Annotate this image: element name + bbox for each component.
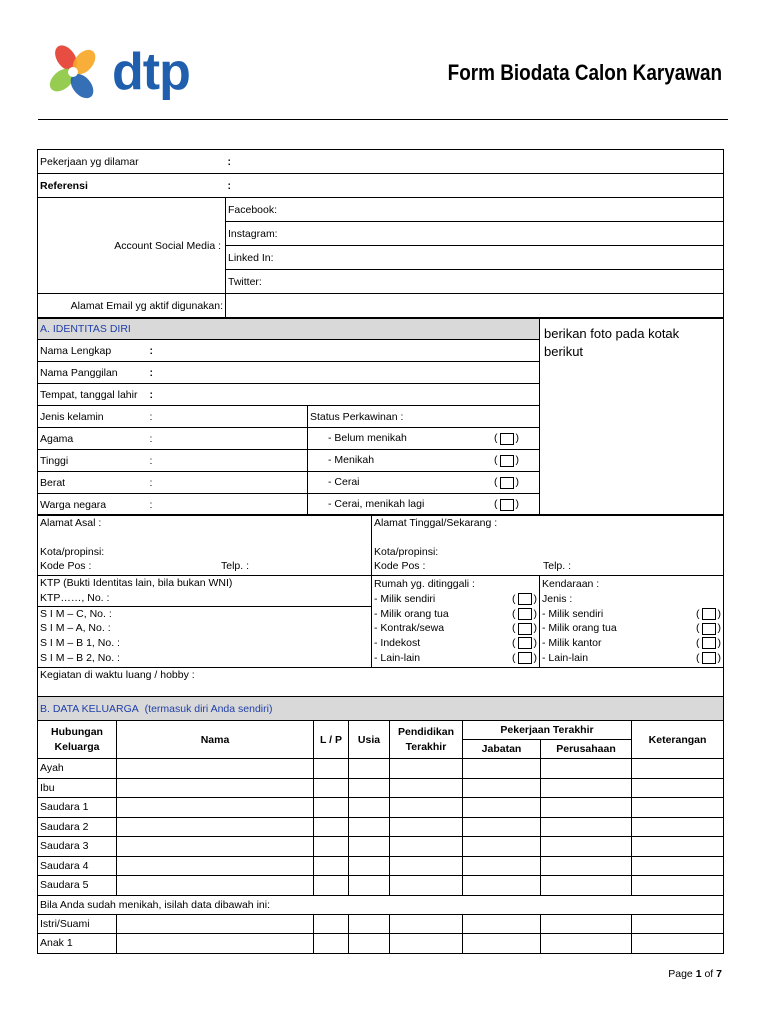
table-row xyxy=(38,798,724,818)
kendaraan-option-label: - Lain-lain xyxy=(542,651,589,664)
relation-label: Saudara 4 xyxy=(38,856,117,876)
hobby-field[interactable]: Kegiatan di waktu luang / hobby : xyxy=(38,667,724,697)
email-label: Alamat Email yg aktif digunakan: xyxy=(38,294,226,318)
paren: ) xyxy=(515,498,520,511)
table-cell[interactable] xyxy=(541,856,632,876)
table-cell[interactable] xyxy=(117,837,314,857)
colon: : xyxy=(149,410,153,423)
status-option-label: - Cerai, menikah lagi xyxy=(328,498,425,511)
table-cell[interactable] xyxy=(314,914,349,934)
paren: ( xyxy=(696,637,700,650)
paren: ( xyxy=(494,476,498,489)
header-divider xyxy=(38,119,728,120)
table-cell[interactable] xyxy=(117,856,314,876)
table-cell[interactable] xyxy=(314,778,349,798)
table-cell[interactable] xyxy=(463,759,541,779)
table-cell[interactable] xyxy=(632,778,724,798)
table-cell[interactable] xyxy=(314,934,349,954)
status-option-label: - Menikah xyxy=(328,454,375,467)
colon: : xyxy=(149,454,153,467)
married-note: Bila Anda sudah menikah, isilah data dibawah ini: xyxy=(38,895,724,914)
table-cell[interactable] xyxy=(349,856,390,876)
nama-panggilan-field[interactable] xyxy=(148,362,540,384)
kendaraan-option[interactable] xyxy=(542,607,721,622)
colon: : xyxy=(227,179,231,192)
checkbox[interactable] xyxy=(500,477,514,489)
kode-pos-label: Kode Pos : xyxy=(374,560,426,572)
rumah-option[interactable] xyxy=(374,592,537,607)
section-b-heading: B. DATA KELUARGA xyxy=(40,702,139,715)
rumah-option[interactable] xyxy=(374,607,537,622)
paren: ) xyxy=(515,432,520,445)
checkbox[interactable] xyxy=(702,652,716,664)
table-cell[interactable] xyxy=(390,934,463,954)
table-cell[interactable] xyxy=(541,759,632,779)
table-cell[interactable] xyxy=(390,856,463,876)
colon: : xyxy=(227,155,231,168)
table-cell[interactable] xyxy=(632,914,724,934)
instagram-field[interactable]: Instagram: xyxy=(226,222,724,246)
relation-label: Saudara 2 xyxy=(38,817,117,837)
table-cell[interactable] xyxy=(117,914,314,934)
colon: : xyxy=(149,476,153,489)
table-cell[interactable] xyxy=(632,934,724,954)
table-cell[interactable] xyxy=(541,837,632,857)
table-cell[interactable] xyxy=(117,759,314,779)
ttl-label: Tempat, tanggal lahir xyxy=(38,384,148,406)
table-cell[interactable] xyxy=(632,876,724,896)
table-cell[interactable] xyxy=(632,759,724,779)
jenis-kelamin-field[interactable] xyxy=(148,406,308,428)
table-cell[interactable] xyxy=(541,876,632,896)
paren: ( xyxy=(494,432,498,445)
table-cell[interactable] xyxy=(632,856,724,876)
berat-label: Berat xyxy=(38,472,148,494)
table-cell[interactable] xyxy=(349,798,390,818)
col-pendidikan: Pendidikan Terakhir xyxy=(390,721,463,759)
kota-label: Kota/propinsi: xyxy=(374,545,439,558)
col-nama: Nama xyxy=(117,721,314,759)
alamat-tinggal-field[interactable] xyxy=(372,515,724,576)
table-row xyxy=(38,856,724,876)
sim-b2-field[interactable]: S I M – B 2, No. : xyxy=(40,651,120,664)
checkbox[interactable] xyxy=(518,623,532,635)
kode-pos-label: Kode Pos : xyxy=(40,560,92,572)
table-cell[interactable] xyxy=(463,856,541,876)
relation-label: Saudara 1 xyxy=(38,798,117,818)
paren: ) xyxy=(515,454,520,467)
table-cell[interactable] xyxy=(390,798,463,818)
relation-label: Anak 1 xyxy=(38,934,117,954)
agama-field[interactable] xyxy=(148,428,308,450)
table-cell[interactable] xyxy=(463,914,541,934)
checkbox[interactable] xyxy=(702,637,716,649)
paren: ( xyxy=(512,651,516,664)
address-table xyxy=(37,514,724,576)
sim-c-field[interactable]: S I M – C, No. : xyxy=(40,607,112,620)
brand-name: dtp xyxy=(112,43,190,101)
table-cell[interactable] xyxy=(117,817,314,837)
table-cell[interactable] xyxy=(349,817,390,837)
col-lp: L / P xyxy=(314,721,349,759)
table-cell[interactable] xyxy=(541,798,632,818)
rumah-option-label: - Indekost xyxy=(374,637,421,650)
document-title: Form Biodata Calon Karyawan xyxy=(447,60,722,85)
status-option-cerai-lagi[interactable] xyxy=(308,494,540,516)
ttl-field[interactable] xyxy=(148,384,540,406)
table-cell[interactable] xyxy=(390,778,463,798)
paren: ( xyxy=(494,498,498,511)
table-row xyxy=(38,914,724,934)
tinggi-label: Tinggi xyxy=(38,450,148,472)
table-cell[interactable] xyxy=(314,798,349,818)
relation-label: Ayah xyxy=(38,759,117,779)
ktp-cell xyxy=(38,576,372,668)
status-option-cerai[interactable] xyxy=(308,472,540,494)
referensi-field[interactable] xyxy=(226,174,724,198)
nama-lengkap-field[interactable] xyxy=(148,340,540,362)
rumah-option[interactable] xyxy=(374,636,537,651)
paren: ) xyxy=(533,622,537,635)
paren: ) xyxy=(717,622,721,635)
referensi-label: Referensi xyxy=(38,174,226,198)
facebook-field[interactable]: Facebook: xyxy=(226,198,724,222)
jenis-kelamin-label: Jenis kelamin xyxy=(38,406,148,428)
table-row xyxy=(38,876,724,896)
table-cell[interactable] xyxy=(463,817,541,837)
tinggi-field[interactable] xyxy=(148,450,308,472)
colon: : xyxy=(149,366,153,379)
status-option-menikah[interactable] xyxy=(308,450,540,472)
paren: ( xyxy=(512,637,516,650)
table-cell[interactable] xyxy=(541,778,632,798)
table-cell[interactable] xyxy=(632,837,724,857)
checkbox[interactable] xyxy=(518,652,532,664)
table-cell[interactable] xyxy=(541,817,632,837)
table-cell[interactable] xyxy=(390,914,463,934)
table-cell[interactable] xyxy=(349,837,390,857)
paren: ) xyxy=(717,607,721,620)
status-option-label: - Cerai xyxy=(328,476,360,489)
relation-label: Saudara 3 xyxy=(38,837,117,857)
checkbox[interactable] xyxy=(500,433,514,445)
section-b-subtitle: (termasuk diri Anda sendiri) xyxy=(144,702,273,715)
pekerjaan-label: Pekerjaan yg dilamar xyxy=(38,150,226,174)
checkbox[interactable] xyxy=(518,608,532,620)
top-info-table xyxy=(37,149,724,318)
col-pekerjaan: Pekerjaan Terakhir xyxy=(463,721,632,740)
page-word: Page xyxy=(668,968,693,980)
table-cell[interactable] xyxy=(463,798,541,818)
paren: ( xyxy=(696,651,700,664)
ktp-table xyxy=(37,575,724,698)
alamat-asal-label: Alamat Asal : xyxy=(40,517,102,529)
col-jabatan: Jabatan xyxy=(463,740,541,759)
rumah-option-label: - Milik sendiri xyxy=(374,592,436,605)
kendaraan-option-label: - Milik orang tua xyxy=(542,622,617,635)
section-a-title: A. IDENTITAS DIRI xyxy=(38,319,540,340)
paren: ( xyxy=(696,607,700,620)
table-cell[interactable] xyxy=(117,778,314,798)
rumah-option-label: - Lain-lain xyxy=(374,651,421,664)
colon: : xyxy=(149,344,153,357)
table-cell[interactable] xyxy=(390,817,463,837)
twitter-field[interactable]: Twitter: xyxy=(226,270,724,294)
col-perusahaan: Perusahaan xyxy=(541,740,632,759)
checkbox[interactable] xyxy=(500,455,514,467)
table-cell[interactable] xyxy=(117,798,314,818)
kendaraan-label: Kendaraan : xyxy=(542,578,600,590)
paren: ) xyxy=(533,592,537,605)
rumah-option-label: - Milik orang tua xyxy=(374,607,449,620)
table-cell[interactable] xyxy=(463,876,541,896)
table-cell[interactable] xyxy=(314,759,349,779)
nama-lengkap-label: Nama Lengkap xyxy=(38,340,148,362)
checkbox[interactable] xyxy=(500,499,514,511)
col-hubungan: Hubungan Keluarga xyxy=(38,721,117,759)
table-cell[interactable] xyxy=(632,798,724,818)
relation-label: Istri/Suami xyxy=(38,914,117,934)
family-table xyxy=(37,696,724,954)
telp-label: Telp. : xyxy=(220,560,249,572)
paren: ( xyxy=(494,454,498,467)
colon: : xyxy=(149,498,153,511)
table-cell[interactable] xyxy=(390,837,463,857)
relation-label: Saudara 5 xyxy=(38,876,117,896)
table-cell[interactable] xyxy=(349,876,390,896)
table-row xyxy=(38,778,724,798)
photo-note: berikan foto pada kotak berikut xyxy=(544,326,680,359)
status-option-belum[interactable] xyxy=(308,428,540,450)
paren: ( xyxy=(512,592,516,605)
photo-box[interactable] xyxy=(540,319,724,516)
paren: ) xyxy=(533,607,537,620)
table-cell[interactable] xyxy=(463,837,541,857)
checkbox[interactable] xyxy=(518,637,532,649)
paren: ) xyxy=(515,476,520,489)
table-row xyxy=(38,817,724,837)
pekerjaan-field[interactable] xyxy=(226,150,724,174)
ktp-no-field[interactable]: KTP……, No. : xyxy=(38,591,371,607)
alamat-tinggal-label: Alamat Tinggal/Sekarang : xyxy=(374,517,498,529)
rumah-option[interactable] xyxy=(374,621,537,636)
telp-label: Telp. : xyxy=(542,560,571,572)
agama-label: Agama xyxy=(38,428,148,450)
table-row xyxy=(38,934,724,954)
berat-field[interactable] xyxy=(148,472,308,494)
page-total: 7 xyxy=(716,968,722,980)
nama-panggilan-label: Nama Panggilan xyxy=(38,362,148,384)
sim-b1-field[interactable]: S I M – B 1, No. : xyxy=(40,637,120,650)
page-number: 1 xyxy=(695,968,702,980)
table-cell[interactable] xyxy=(314,837,349,857)
colon: : xyxy=(149,388,153,401)
warga-negara-label: Warga negara xyxy=(38,494,148,516)
table-cell[interactable] xyxy=(390,876,463,896)
table-cell[interactable] xyxy=(349,778,390,798)
sim-a-field[interactable]: S I M – A, No. : xyxy=(40,622,111,635)
paren: ( xyxy=(512,622,516,635)
table-cell[interactable] xyxy=(541,914,632,934)
kendaraan-option[interactable] xyxy=(542,621,721,636)
kendaraan-cell xyxy=(540,576,724,668)
alamat-asal-field[interactable] xyxy=(38,515,372,576)
col-usia: Usia xyxy=(349,721,390,759)
social-media-label: Account Social Media : xyxy=(38,198,226,294)
paren: ( xyxy=(512,607,516,620)
status-label: Status Perkawinan : xyxy=(308,406,540,428)
table-cell[interactable] xyxy=(314,856,349,876)
col-keterangan: Keterangan xyxy=(632,721,724,759)
rumah-option[interactable] xyxy=(374,651,537,666)
table-cell[interactable] xyxy=(463,778,541,798)
linkedin-field[interactable]: Linked In: xyxy=(226,246,724,270)
warga-negara-field[interactable] xyxy=(148,494,308,516)
checkbox[interactable] xyxy=(702,608,716,620)
colon: : xyxy=(149,432,153,445)
rumah-cell xyxy=(372,576,540,668)
table-row xyxy=(38,837,724,857)
table-cell[interactable] xyxy=(463,934,541,954)
page-footer xyxy=(668,968,722,980)
paren: ( xyxy=(696,622,700,635)
section-b-title xyxy=(38,697,724,721)
status-option-label: - Belum menikah xyxy=(328,432,407,445)
rumah-label: Rumah yg. ditinggali : xyxy=(374,578,475,590)
table-row xyxy=(38,759,724,779)
table-cell[interactable] xyxy=(314,876,349,896)
ktp-title: KTP (Bukti Identitas lain, bila bukan WNI) xyxy=(40,577,233,589)
table-cell[interactable] xyxy=(117,876,314,896)
table-cell[interactable] xyxy=(541,934,632,954)
checkbox[interactable] xyxy=(702,623,716,635)
kota-label: Kota/propinsi: xyxy=(40,545,105,558)
email-field[interactable] xyxy=(226,294,724,318)
table-cell[interactable] xyxy=(349,914,390,934)
paren: ) xyxy=(533,651,537,664)
checkbox[interactable] xyxy=(518,593,532,605)
identity-table xyxy=(37,318,724,516)
paren: ) xyxy=(533,637,537,650)
table-cell[interactable] xyxy=(314,817,349,837)
kendaraan-option-label: - Milik sendiri xyxy=(542,607,604,620)
table-cell[interactable] xyxy=(632,817,724,837)
relation-label: Ibu xyxy=(38,778,117,798)
table-cell[interactable] xyxy=(349,934,390,954)
paren: ) xyxy=(717,637,721,650)
rumah-option-label: - Kontrak/sewa xyxy=(374,622,445,635)
dtp-logo xyxy=(44,42,214,108)
kendaraan-option-label: - Milik kantor xyxy=(542,637,602,650)
kendaraan-option[interactable] xyxy=(542,636,721,651)
table-cell[interactable] xyxy=(390,759,463,779)
table-cell[interactable] xyxy=(349,759,390,779)
of-word: of xyxy=(704,968,714,980)
paren: ) xyxy=(717,651,721,664)
table-cell[interactable] xyxy=(117,934,314,954)
jenis-field[interactable]: Jenis : xyxy=(542,592,573,605)
kendaraan-option[interactable] xyxy=(542,651,721,666)
